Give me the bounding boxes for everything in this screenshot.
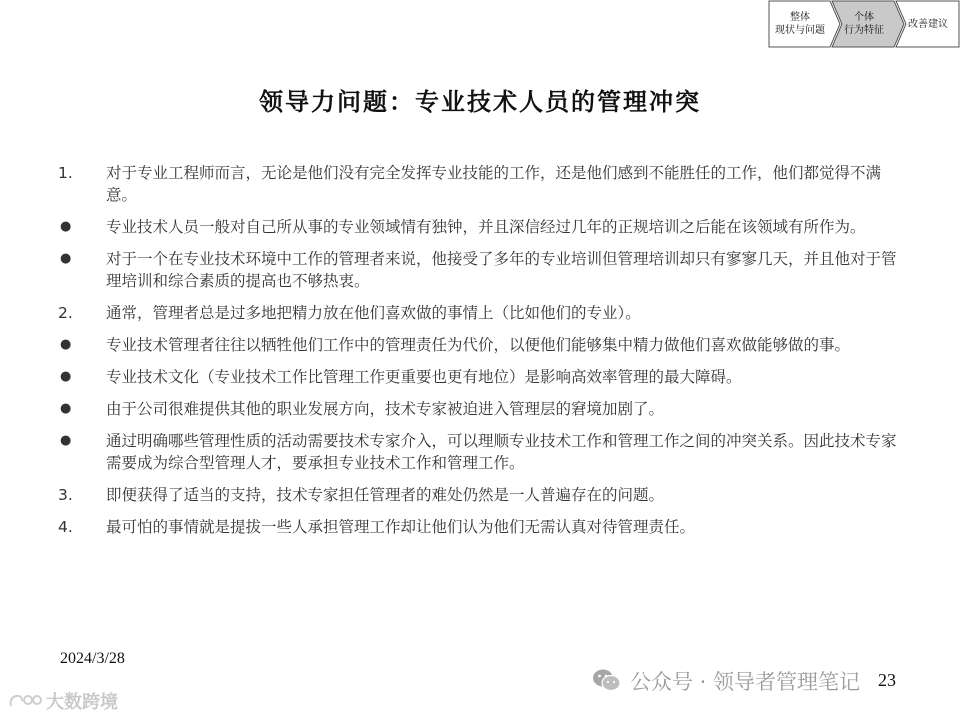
slide-title: 领导力问题：专业技术人员的管理冲突: [259, 88, 701, 116]
bullet-icon: ●: [60, 369, 72, 384]
item-text: 由于公司很难提供其他的职业发展方向，技术专家被迫进入管理层的窘境加剧了。: [106, 400, 665, 418]
bullet-icon: ●: [60, 401, 72, 416]
wechat-icon: [592, 668, 622, 694]
nav-step-2-line1: 个体: [854, 12, 874, 23]
list-item: [58, 334, 898, 356]
list-item: [58, 398, 898, 420]
item-text: 对于一个在专业技术环境中工作的管理者来说，他接受了多年的专业培训但管理培训却只有寥寥几天，并且他对于管理培训和综合素质的提高也不够热衷。: [106, 250, 897, 290]
section-nav: [768, 0, 960, 48]
item-text: 即便获得了适当的支持，技术专家担任管理者的难处仍然是一人普遍存在的问题。: [106, 486, 665, 504]
list-item: [58, 216, 898, 238]
item-text: 专业技术人员一般对自己所从事的专业领域情有独钟，并且深信经过几年的正规培训之后能在该领域有所作为。: [106, 218, 866, 236]
item-text: 通过明确哪些管理性质的活动需要技术专家介入，可以理顺专业技术工作和管理工作之间的冲突关系。因此技术专家需要成为综合型管理人才，要承担专业技术工作和管理工作。: [106, 432, 897, 472]
nav-step-2[interactable]: [832, 0, 896, 48]
list-item: [58, 302, 898, 324]
slide-date: 2024/3/28: [60, 650, 125, 667]
item-text: 专业技术管理者往往以牺牲他们工作中的管理责任为代价，以便他们能够集中精力做他们喜欢做能够做的事。: [106, 336, 851, 354]
corner-watermark-text: 大数跨境: [46, 692, 118, 713]
item-text: 通常，管理者总是过多地把精力放在他们喜欢做的事情上（比如他们的专业）。: [106, 304, 641, 322]
nav-step-2-line2: 行为特征: [844, 25, 884, 36]
item-text: 专业技术文化（专业技术工作比管理工作更重要也更有地位）是影响高效率管理的最大障碍。: [106, 368, 742, 386]
bullet-icon: ●: [60, 219, 72, 234]
watermark-text: 公众号 · 领导者管理笔记: [630, 670, 861, 694]
corner-logo-icon: [8, 692, 42, 710]
list-item: [58, 484, 898, 506]
nav-step-3-line1: 改善建议: [908, 18, 948, 30]
item-text: 对于专业工程师而言，无论是他们没有完全发挥专业技能的工作，还是他们感到不能胜任的工作，他们都觉得不满意。: [106, 164, 882, 204]
bullet-icon: ●: [60, 251, 72, 266]
item-number: 1.: [58, 164, 73, 182]
wechat-watermark: [592, 666, 860, 696]
nav-step-1[interactable]: [768, 0, 832, 48]
bullet-icon: ●: [60, 433, 72, 448]
nav-step-1-line2: 现状与问题: [775, 25, 825, 36]
item-number: 3.: [58, 486, 73, 504]
corner-watermark: [8, 688, 118, 714]
list-item: [58, 430, 898, 474]
list-item: [58, 366, 898, 388]
bullet-icon: ●: [60, 337, 72, 352]
list-item: [58, 516, 898, 538]
nav-step-1-line1: 整体: [790, 12, 810, 23]
item-text: 最可怕的事情就是提拔一些人承担管理工作却让他们认为他们无需认真对待管理责任。: [106, 518, 696, 536]
nav-step-3[interactable]: [896, 0, 960, 48]
item-number: 2.: [58, 304, 73, 322]
page-number: 23: [878, 670, 896, 690]
item-number: 4.: [58, 518, 73, 536]
list-item: [58, 248, 898, 292]
point-list: [58, 162, 898, 548]
list-item: [58, 162, 898, 206]
